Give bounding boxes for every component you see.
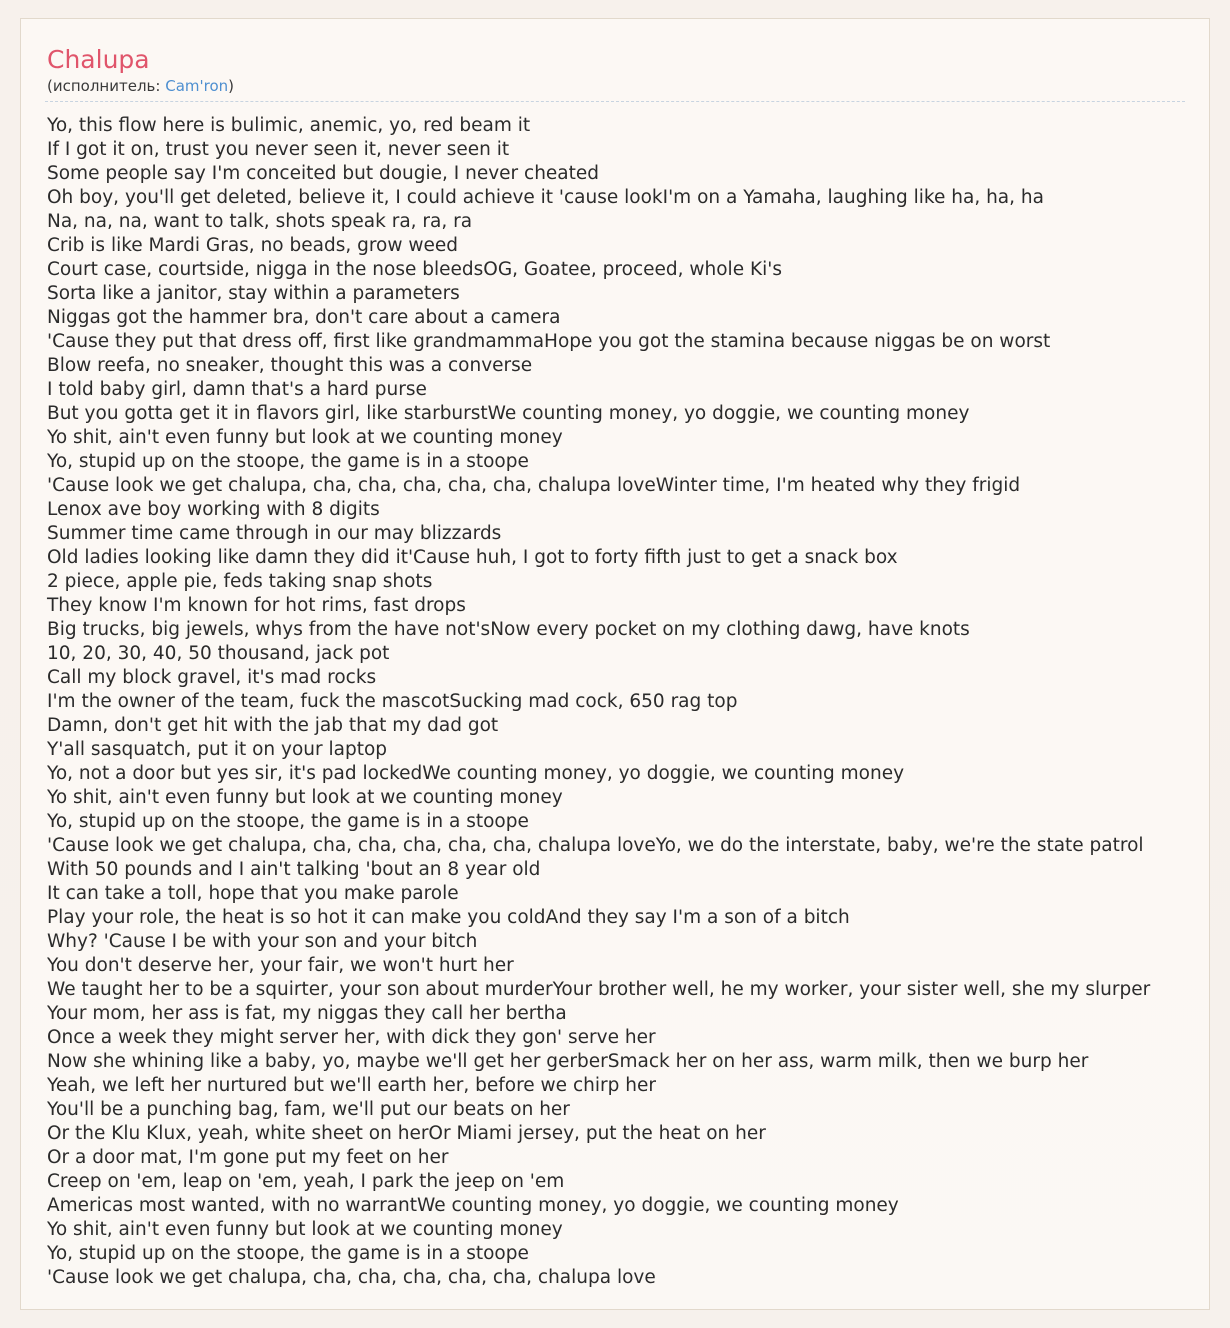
lyric-line: Crib is like Mardi Gras, no beads, grow weed: [47, 235, 459, 256]
lyric-line: Yo, not a door but yes sir, it's pad lockedWe counting money, yo doggie, we counting money: [47, 763, 905, 784]
lyric-line: You'll be a punching bag, fam, we'll put our beats on her: [47, 1099, 570, 1120]
lyric-line: Play your role, the heat is so hot it can make you coldAnd they say I'm a son of a bitch: [47, 907, 850, 928]
lyric-line: Niggas got the hammer bra, don't care about a camera: [47, 307, 561, 328]
lyric-line: Na, na, na, want to talk, shots speak ra, ra, ra: [47, 211, 473, 232]
lyric-line: Old ladies looking like damn they did it'Cause huh, I got to forty fifth just to get a snack box: [47, 547, 898, 568]
lyric-line: Or the Klu Klux, yeah, white sheet on herOr Miami jersey, put the heat on her: [47, 1123, 766, 1144]
lyric-line: We taught her to be a squirter, your son about murderYour brother well, he my worker, your sister well, she my slurper: [47, 979, 1151, 1000]
lyric-line: But you gotta get it in flavors girl, like starburstWe counting money, yo doggie, we counting money: [47, 403, 970, 424]
lyric-line: I'm the owner of the team, fuck the mascotSucking mad cock, 650 rag top: [47, 691, 738, 712]
lyric-line: Yo shit, ain't even funny but look at we counting money: [47, 787, 563, 808]
lyric-line: Once a week they might server her, with dick they gon' serve her: [47, 1027, 656, 1048]
lyric-line: Yo, stupid up on the stoope, the game is in a stoope: [47, 1243, 529, 1264]
lyric-line: Yeah, we left her nurtured but we'll earth her, before we chirp her: [47, 1075, 656, 1096]
lyric-line: Your mom, her ass is fat, my niggas they call her bertha: [47, 1003, 567, 1024]
lyric-line: Yo, this flow here is bulimic, anemic, yo, red beam it: [47, 115, 531, 136]
lyric-line: Damn, don't get hit with the jab that my dad got: [47, 715, 499, 736]
lyric-line: 2 piece, apple pie, feds taking snap shots: [47, 571, 433, 592]
lyric-line: Some people say I'm conceited but dougie, I never cheated: [47, 163, 600, 184]
lyric-line: Creep on 'em, leap on 'em, yeah, I park the jeep on 'em: [47, 1171, 565, 1192]
lyric-line: You don't deserve her, your fair, we won't hurt her: [47, 955, 514, 976]
lyric-line: Blow reefa, no sneaker, thought this was a converse: [47, 355, 533, 376]
artist-suffix-label: ): [228, 77, 235, 95]
lyric-line: Yo shit, ain't even funny but look at we counting money: [47, 427, 563, 448]
lyrics-body: [45, 112, 1185, 1290]
lyric-line: Now she whining like a baby, yo, maybe we'll get her gerberSmack her on her ass, warm milk, then we burp her: [47, 1051, 1089, 1072]
lyric-line: If I got it on, trust you never seen it, never seen it: [47, 139, 510, 160]
lyric-line: They know I'm known for hot rims, fast drops: [47, 595, 466, 616]
lyric-line: Yo, stupid up on the stoope, the game is in a stoope: [47, 451, 529, 472]
lyric-line: Yo shit, ain't even funny but look at we counting money: [47, 1219, 563, 1240]
lyric-line: Call my block gravel, it's mad rocks: [47, 667, 377, 688]
lyric-line: Lenox ave boy working with 8 digits: [47, 499, 380, 520]
lyric-line: Why? 'Cause I be with your son and your bitch: [47, 931, 478, 952]
lyric-line: Or a door mat, I'm gone put my feet on her: [47, 1147, 449, 1168]
artist-prefix-label: (исполнитель:: [47, 77, 161, 95]
lyric-line: 'Cause look we get chalupa, cha, cha, cha, cha, cha, chalupa loveYo, we do the interstate, baby, we're the state patrol: [47, 835, 1144, 856]
artist-link[interactable]: Cam'ron: [165, 77, 229, 95]
lyric-line: Oh boy, you'll get deleted, believe it, I could achieve it 'cause lookI'm on a Yamaha, laughing like ha, ha, ha: [47, 187, 1044, 208]
lyric-line: Big trucks, big jewels, whys from the have not'sNow every pocket on my clothing dawg, have knots: [47, 619, 970, 640]
lyric-line: Yo, stupid up on the stoope, the game is in a stoope: [47, 811, 529, 832]
lyric-line: 'Cause look we get chalupa, cha, cha, cha, cha, cha, chalupa loveWinter time, I'm heated why they frigid: [47, 475, 1021, 496]
lyric-line: It can take a toll, hope that you make parole: [47, 883, 459, 904]
lyric-line: Americas most wanted, with no warrantWe counting money, yo doggie, we counting money: [47, 1195, 899, 1216]
page-title: Chalupa: [47, 45, 150, 74]
lyric-line: Summer time came through in our may blizzards: [47, 523, 502, 544]
lyrics-sheet: [20, 18, 1210, 1310]
artist-line: [45, 75, 1185, 102]
lyric-line: With 50 pounds and I ain't talking 'bout an 8 year old: [47, 859, 541, 880]
lyric-line: 10, 20, 30, 40, 50 thousand, jack pot: [47, 643, 390, 664]
lyric-line: I told baby girl, damn that's a hard purse: [47, 379, 427, 400]
lyric-line: Y'all sasquatch, put it on your laptop: [47, 739, 388, 760]
lyric-line: 'Cause they put that dress off, first like grandmammaHope you got the stamina because niggas be on worst: [47, 331, 1051, 352]
lyric-line: Court case, courtside, nigga in the nose bleedsOG, Goatee, proceed, whole Ki's: [47, 259, 782, 280]
lyric-line: Sorta like a janitor, stay within a parameters: [47, 283, 460, 304]
lyric-line: 'Cause look we get chalupa, cha, cha, cha, cha, cha, chalupa love: [47, 1267, 656, 1288]
